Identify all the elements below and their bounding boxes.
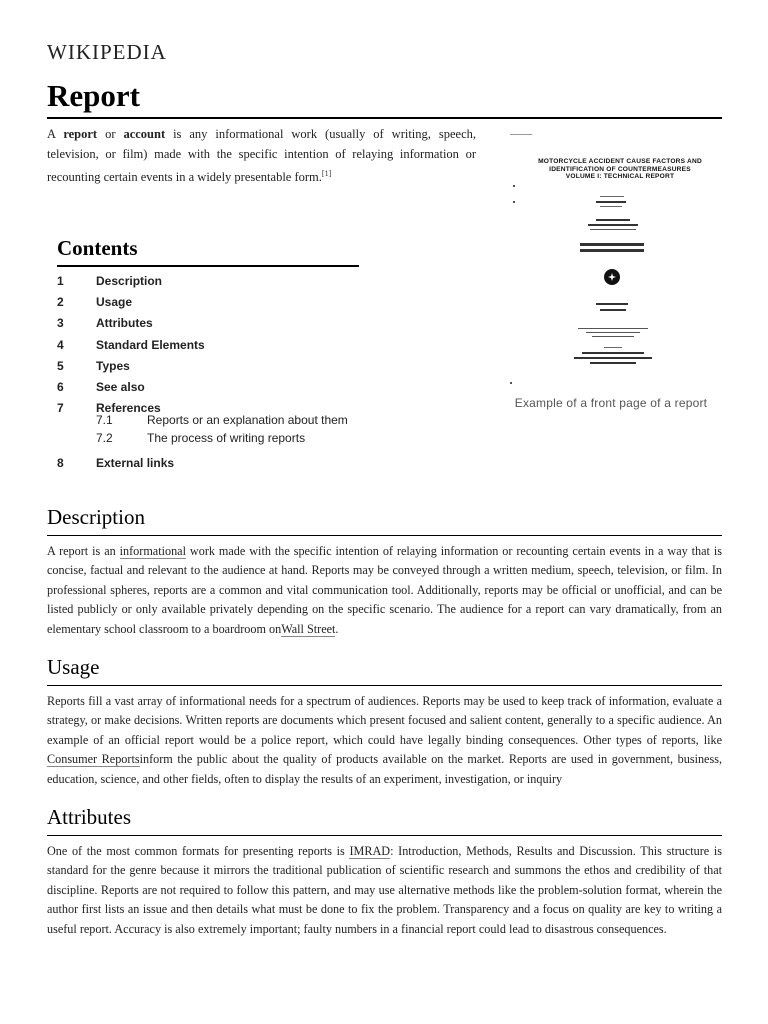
reference-link[interactable]: [1] [321, 169, 332, 178]
cover-small-print [600, 196, 624, 197]
toc-item-see-also[interactable]: 6 See also [57, 379, 145, 394]
cover-small-print [590, 229, 636, 230]
scan-mark [513, 201, 515, 203]
cover-small-print [596, 303, 628, 305]
section-text-attributes: One of the most common formats for presenting reports is IMRAD: Introduction, Methods, Results and Discussion. This structure is standard for the genre because it mirrors the traditional publication of scientific research and summons the ethos and credibility of that discipline. Reports are not required to follow this pattern, and may use alternative methods like the problem-solution format, wherein the author first lists an issue and then details what must be done to fix the problem. Transparency and a focus on quality are key to writing a useful report. Accuracy is also extremely important; faulty numbers in a financial report could lead to disastrous consequences. [47, 844, 722, 936]
cover-small-print [580, 243, 644, 246]
section-attributes [47, 805, 722, 939]
toc-item-types[interactable]: 5 Types [57, 358, 130, 373]
cover-small-print [582, 352, 644, 354]
table-of-contents [57, 236, 359, 475]
cover-small-print [600, 309, 626, 311]
toc-item-usage[interactable]: 2 Usage [57, 295, 133, 310]
cover-small-print [596, 201, 626, 203]
toc-list [57, 271, 359, 475]
page-title: Report [47, 78, 140, 113]
cover-small-print [586, 332, 640, 333]
toc-item-external-links[interactable]: 8 External links [57, 456, 175, 471]
section-heading-description: Description [47, 505, 722, 536]
section-heading-attributes: Attributes [47, 805, 722, 836]
toc-subitem-writing-process[interactable]: 7.2 The process of writing reports [96, 430, 306, 445]
link-consumer-reports[interactable]: Consumer Reports [47, 752, 140, 767]
title-rule [47, 117, 722, 119]
toc-subitems [57, 412, 359, 453]
toc-item-references[interactable]: 7 References [57, 401, 161, 416]
cover-small-print [590, 362, 636, 364]
report-figure [500, 128, 722, 410]
link-imrad[interactable]: IMRAD [349, 844, 391, 858]
cover-small-print [592, 336, 634, 337]
cover-small-print [574, 357, 652, 359]
section-text-description: A report is an informational work made with the specific intention of relaying information or recounting certain events in a way that is concise, factual and relevant to the audience at hand. Reports may be conveyed through a written medium, speech, television, or film. In professional spheres, reports are a common and vital communication tool. Additionally, reports may be official or unofficial, and can be listed publicly or only available privately depending on the specific scenario. The audience for a report can vary dramatically, from an elementary school classroom to a boardroom onWall Street. [47, 544, 722, 636]
toc-item-standard-elements[interactable]: 4 Standard Elements [57, 337, 205, 352]
section-text-usage: Reports fill a vast array of informational needs for a spectrum of audiences. Reports may be used to keep track of information, evaluate a strategy, or make decisions. Written reports are documents which present focused and salient content, generally to a specific audience. An example of an official report would be a police report, which could have legally binding consequences. Other types of reports, like Consumer Reportsinform the public about the quality of products available on the market. Reports are used in government, business, education, science, and other fields, often to display the results of an experiment, investigation, or inquiry [47, 694, 722, 786]
lead-paragraph: A report or account is any informational work (usually of writing, speech, television, or film) made with the specific intention of relaying information or recounting certain events in a widely presentable form.[1] [47, 127, 476, 185]
wikipedia-wordmark[interactable]: WIKIPEDIA [47, 40, 167, 64]
scan-mark [510, 382, 512, 384]
scan-mark [513, 185, 515, 187]
link-wall-street[interactable]: Wall Street [281, 621, 336, 636]
toc-subitem-reports-explanation[interactable]: 7.1 Reports or an explanation about them [96, 413, 348, 428]
term-account: account [123, 127, 166, 141]
scan-mark [510, 134, 532, 135]
cover-small-print [588, 224, 638, 226]
cover-small-print [596, 219, 630, 221]
link-informational[interactable]: informational [119, 544, 186, 558]
toc-title: Contents [57, 236, 359, 267]
section-usage [47, 655, 722, 789]
toc-item-attributes[interactable]: 3 Attributes [57, 316, 153, 331]
section-description [47, 505, 722, 639]
cover-small-print [604, 347, 622, 348]
cover-heading: MOTORCYCLE ACCIDENT CAUSE FACTORS AND IDENTIFICATION OF COUNTERMEASURES VOLUME I: TECHNICAL REPORT [538, 158, 702, 180]
term-report: report [63, 127, 98, 141]
section-heading-usage: Usage [47, 655, 722, 686]
figure-caption: Example of a front page of a report [514, 396, 708, 410]
cover-small-print [600, 206, 622, 207]
cover-small-print [578, 328, 648, 329]
cover-small-print [580, 249, 644, 252]
report-cover-image[interactable] [500, 128, 722, 390]
dot-emblem-icon [604, 269, 620, 285]
toc-item-description[interactable]: 1 Description [57, 274, 163, 288]
